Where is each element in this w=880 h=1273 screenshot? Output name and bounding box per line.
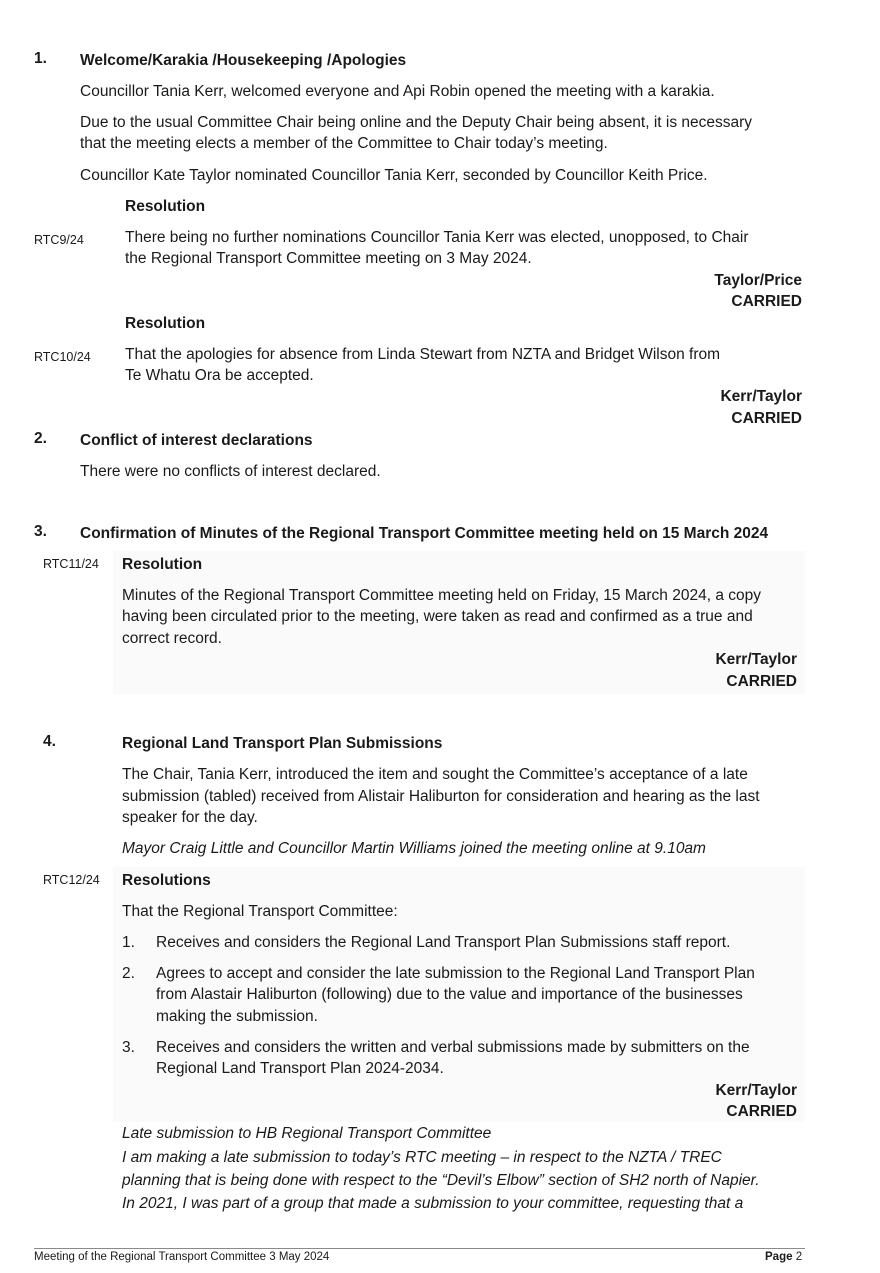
section-2-heading: Conflict of interest declarations [80,432,313,449]
resolution-label: Resolution [125,198,206,215]
resolution-text: having been circulated prior to the meeting, were taken as read and confirmed as a true and [122,608,753,625]
late-submission-text: planning that is being done with respect to the “Devil’s Elbow” section of SH2 north of Napier. [122,1172,760,1189]
resolution-movers: Taylor/Price [714,272,802,289]
resolution-movers: Kerr/Taylor [715,651,797,668]
section-1-paragraph: Due to the usual Committee Chair being online and the Deputy Chair being absent, it is necessary [80,114,753,131]
list-item-number: 2. [122,965,135,982]
late-submission-text: I am making a late submission to today’s RTC meeting – in respect to the NZTA / TREC [122,1149,722,1166]
section-2-paragraph: There were no conflicts of interest declared. [80,463,381,480]
section-3-number: 3. [34,523,47,540]
section-4-paragraph: The Chair, Tania Kerr, introduced the item and sought the Committee’s acceptance of a late [122,766,748,783]
footer-divider [34,1248,805,1249]
resolution-text: There being no further nominations Councillor Tania Kerr was elected, unopposed, to Chair [125,229,749,246]
resolution-movers: Kerr/Taylor [715,1082,797,1099]
section-1-heading: Welcome/Karakia /Housekeeping /Apologies [80,52,407,69]
footer-page-number: 2 [795,1251,803,1263]
section-1-paragraph: Councillor Tania Kerr, welcomed everyone and Api Robin opened the meeting with a karakia. [80,83,715,100]
footer-page [765,1251,802,1263]
section-1-number: 1. [34,50,47,67]
list-item-text: from Alastair Haliburton (following) due to the value and importance of the businesses [156,986,743,1003]
footer-meeting-title: Meeting of the Regional Transport Committee 3 May 2024 [34,1251,330,1263]
resolution-status: CARRIED [726,1103,797,1120]
resolution-text: That the apologies for absence from Linda Stewart from NZTA and Bridget Wilson from [125,346,721,363]
resolution-label: Resolution [125,315,206,332]
section-4-paragraph: speaker for the day. [122,809,258,826]
section-1-paragraph: that the meeting elects a member of the Committee to Chair today’s meeting. [80,135,608,152]
resolution-code: RTC12/24 [43,873,100,887]
resolution-text: Te Whatu Ora be accepted. [125,367,314,384]
resolution-label: Resolutions [122,872,211,889]
section-4-paragraph: submission (tabled) received from Alistair Haliburton for consideration and hearing as the last [122,788,760,805]
section-4-heading: Regional Land Transport Plan Submissions [122,735,443,752]
resolution-text: the Regional Transport Committee meeting on 3 May 2024. [125,250,532,267]
footer-page-label: Page [765,1251,793,1263]
resolution-text: correct record. [122,630,222,647]
resolution-status: CARRIED [726,673,797,690]
resolution-code: RTC9/24 [34,233,84,247]
section-1-paragraph: Councillor Kate Taylor nominated Councillor Tania Kerr, seconded by Councillor Keith Price. [80,167,708,184]
resolution-status: CARRIED [731,293,802,310]
resolution-code: RTC10/24 [34,350,91,364]
late-submission-title: Late submission to HB Regional Transport Committee [122,1125,492,1142]
section-2-number: 2. [34,430,47,447]
resolution-intro: That the Regional Transport Committee: [122,903,398,920]
resolution-movers: Kerr/Taylor [720,388,802,405]
resolution-label: Resolution [122,556,203,573]
section-3-heading: Confirmation of Minutes of the Regional Transport Committee meeting held on 15 March 2024 [80,525,769,542]
list-item-text: Receives and considers the Regional Land Transport Plan Submissions staff report. [156,934,731,951]
attendance-note: Mayor Craig Little and Councillor Martin Williams joined the meeting online at 9.10am [122,840,706,857]
list-item-number: 1. [122,934,135,951]
late-submission-text: In 2021, I was part of a group that made a submission to your committee, requesting that a [122,1195,744,1212]
resolution-code: RTC11/24 [43,557,99,571]
list-item-text: Regional Land Transport Plan 2024-2034. [156,1060,444,1077]
list-item-number: 3. [122,1039,135,1056]
list-item-text: making the submission. [156,1008,318,1025]
list-item-text: Agrees to accept and consider the late submission to the Regional Land Transport Plan [156,965,755,982]
resolution-text: Minutes of the Regional Transport Committee meeting held on Friday, 15 March 2024, a copy [122,587,761,604]
list-item-text: Receives and considers the written and verbal submissions made by submitters on the [156,1039,750,1056]
section-4-number: 4. [43,733,56,750]
resolution-status: CARRIED [731,410,802,427]
